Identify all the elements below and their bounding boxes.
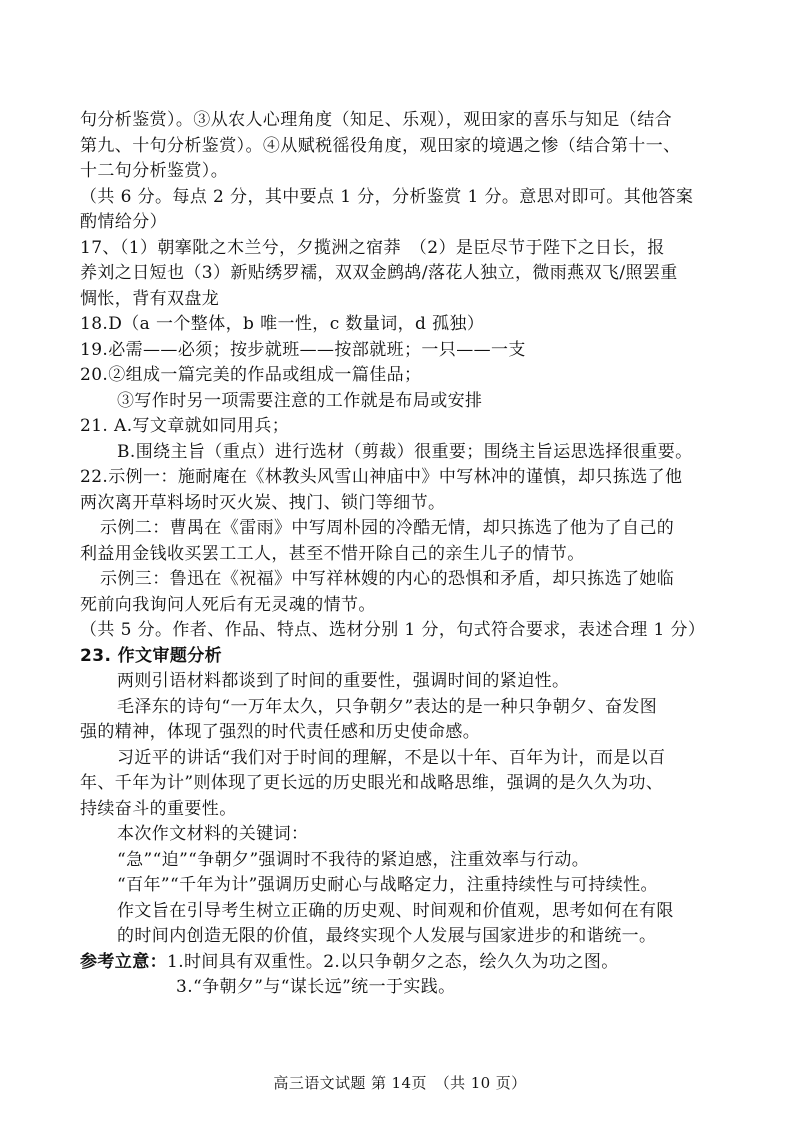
text-line: ③写作时另一项需要注意的工作就是布局或安排 (117, 390, 483, 411)
text-line: 利益用金钱收买罢工工人，甚至不惜开除自己的亲生儿子的情节。 (80, 543, 585, 564)
page-footer: 高三语文试题 第 14页 （共 10 页） (273, 1074, 527, 1092)
question-18-answer: 18.D（a 一个整体，b 唯一性，c 数量词，d 孤独） (80, 314, 485, 334)
paragraph-line: 作文旨在引导考生树立正确的历史观、时间观和价值观，思考如何在有限 (117, 900, 674, 921)
text-line: 第九、十句分析鉴赏）。④从赋税徭役角度，观田家的境遇之惨（结合第十一、 (80, 135, 681, 156)
paragraph-line: 两则引语材料都谈到了时间的重要性，强调时间的紧迫性。 (117, 671, 570, 691)
question-19-answer: 19.必需——必须；按步就班——按部就班；一只——一支 (80, 339, 526, 360)
example-three: 示例三：鲁迅在《祝福》中写祥林嫂的内心的恐惧和矛盾，却只拣选了她临 (100, 569, 675, 589)
text-line: 持续奋斗的重要性。 (80, 798, 237, 819)
answer-page-body (80, 108, 740, 1001)
keyword-line: “百年”“千年为计”强调历史耐心与战略定力，注重持续性与可持续性。 (117, 875, 658, 895)
text-line: 强的精神，体现了强烈的时代责任感和历史使命感。 (80, 722, 481, 742)
keyword-line: “急”“迫”“争朝夕”强调时不我待的紧迫感，注重效率与行动。 (117, 849, 590, 870)
paragraph-line: 毛泽东的诗句“一万年太久，只争朝夕”表达的是一种只争朝夕、奋发图 (117, 696, 658, 717)
scoring-note: 酌情给分） (80, 212, 167, 232)
text-line: 3.“争朝夕”与“谋长远”统一于实践。 (176, 977, 456, 997)
text-line: 十二句分析鉴赏）。 (80, 161, 229, 181)
question-20-answer: 20.②组成一篇完美的作品或组成一篇佳品； (80, 365, 422, 385)
text-line: 年、千年为计”则体现了更长远的历史眼光和战略思维，强调的是久久为功、 (80, 773, 664, 793)
reference-ideas-label: 参考立意： (80, 951, 167, 972)
text-line: 的时间内创造无限的价值，最终实现个人发展与国家进步的和谐统一。 (117, 926, 657, 946)
section-heading-23: 23. 作文审题分析 (80, 645, 223, 666)
paragraph-line: 本次作文材料的关键词： (117, 824, 309, 844)
paragraph-line: 习近平的讲话“我们对于时间的理解，不是以十年、百年为计，而是以百 (117, 747, 666, 768)
text-line: 两次离开草料场时灭火炭、拽门、锁门等细节。 (80, 492, 446, 513)
text-line: B.围绕主旨（重点）进行选材（剪裁）很重要；围绕主旨运思选择很重要。 (117, 441, 693, 462)
example-two: 示例二：曹禺在《雷雨》中写周朴园的冷酷无情，却只拣选了他为了自己的 (100, 518, 675, 538)
text-line: 死前向我询问人死后有无灵魂的情节。 (80, 594, 376, 615)
reference-ideas (80, 950, 740, 976)
question-21-answer: 21. A.写文章就如同用兵； (80, 416, 290, 436)
text-line: 养刘之日短也（3）新贴绣罗襦，双双金鹧鸪/落花人独立，微雨燕双飞/照罢重 (80, 263, 678, 283)
question-17-answer: 17、（1）朝搴阰之木兰兮，夕揽洲之宿莽 （2）是臣尽节于陛下之日长，报 (80, 237, 665, 258)
text-line: 惆怅，背有双盘龙 (80, 288, 220, 309)
reference-ideas-text: 1.时间具有双重性。2.以只争朝夕之态，绘久久为功之图。 (167, 951, 619, 972)
scoring-note: （共 5 分。作者、作品、特点、选材分别 1 分，句式符合要求，表述合理 1 分） (80, 620, 706, 640)
text-line: 句分析鉴赏）。③从农人心理角度（知足、乐观），观田家的喜乐与知足（结合 (80, 110, 672, 130)
question-22-answer: 22.示例一：施耐庵在《林教头风雪山神庙中》中写林冲的谨慎，却只拣选了他 (80, 467, 683, 487)
scoring-note: （共 6 分。每点 2 分，其中要点 1 分，分析鉴赏 1 分。意思对即可。其他答案 (80, 186, 694, 207)
